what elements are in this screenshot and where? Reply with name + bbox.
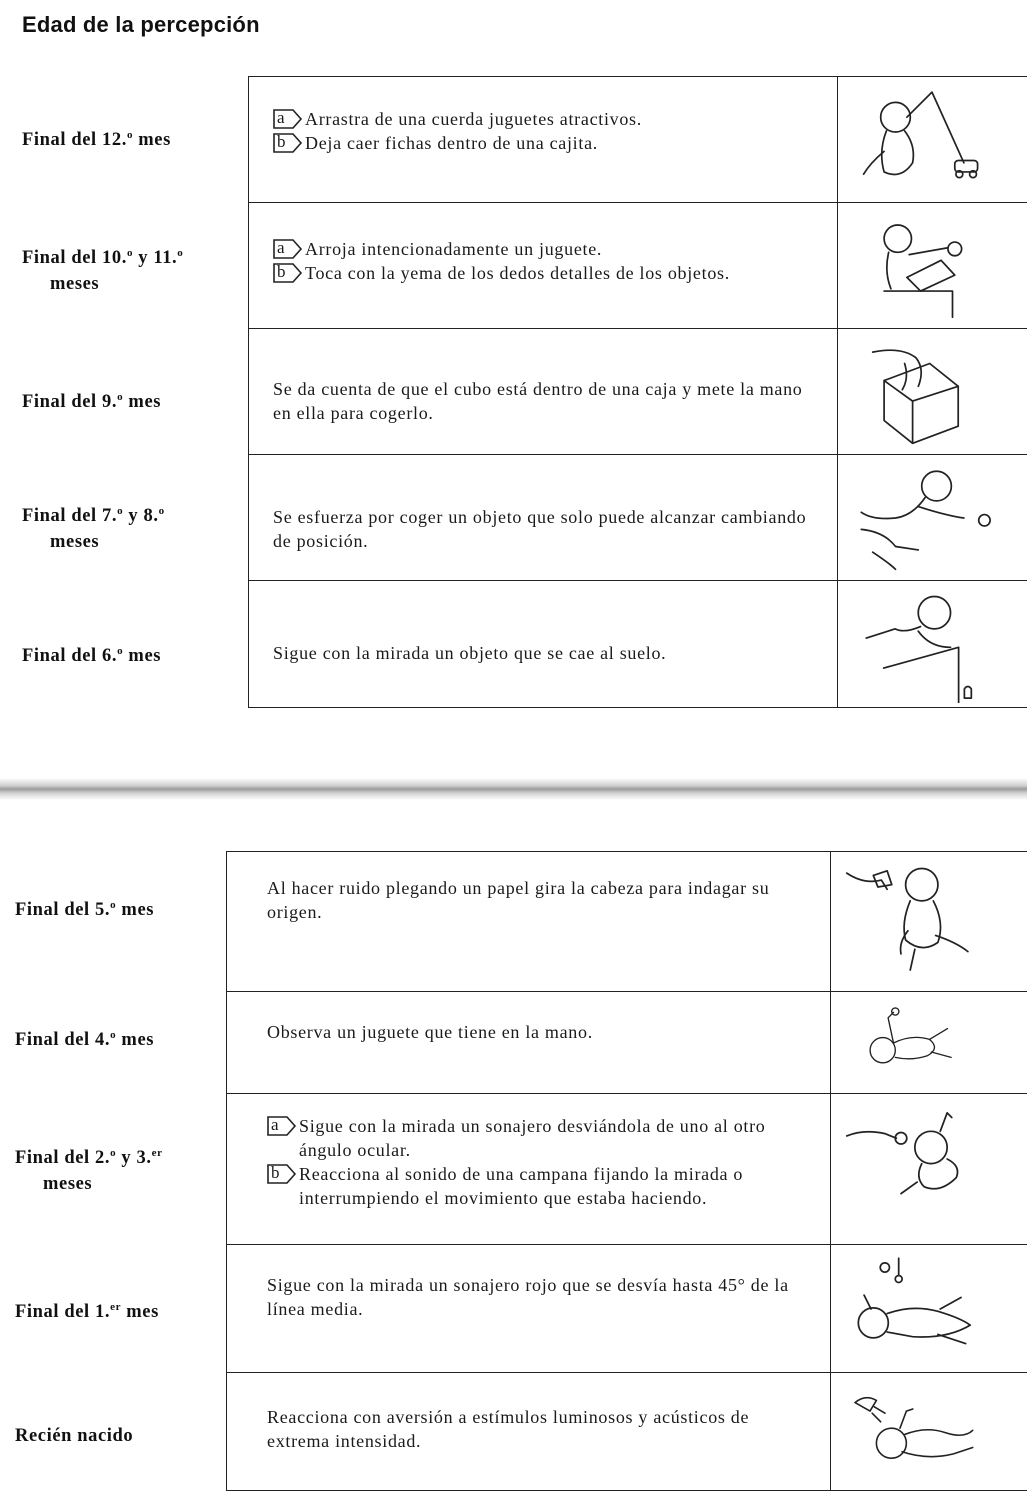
milestone-text: Se esfuerza por coger un objeto que solo puede alcanzar cambiando de posición. [273,507,807,551]
baby-at-table-illustration [849,209,999,323]
milestone-item [267,1020,797,1044]
milestone-item [267,1405,797,1453]
milestone-text: Reacciona al sonido de una campana fijando la mirada o interrumpiendo el movimiento que estaba haciendo. [299,1164,744,1208]
milestone-item [267,1273,797,1321]
page-title: Edad de la percepción [22,12,260,37]
milestone-item-b [267,1162,797,1210]
illustration-cell [841,998,991,1093]
milestone-item [273,377,809,425]
illustration-cell [849,461,999,580]
illustration-cell [841,1251,991,1372]
page-separator [0,778,1027,800]
item-letter-badge [273,263,303,283]
item-letter-badge [267,1116,297,1136]
age-label-line: meses [43,1174,93,1195]
newborn-light-illustration [841,1379,991,1486]
milestone-text: Deja caer fichas dentro de una cajita. [305,133,598,153]
milestone-text: Sigue con la mirada un objeto que se cae al suelo. [273,643,667,663]
baby-reaching-illustration [849,461,999,575]
illustration-cell [841,1100,991,1223]
milestone-description [267,1405,797,1453]
milestone-description [273,107,809,155]
item-letter-badge [273,133,303,153]
item-letter: b [277,132,287,151]
baby-paper-noise-illustration [841,858,991,976]
milestone-text: Sigue con la mirada un sonajero rojo que se desvía hasta 45° de la línea media. [267,1275,789,1319]
item-letter: a [271,1115,280,1134]
age-label-line: meses [50,532,100,553]
table-row [227,1373,1027,1492]
milestone-description [273,641,809,665]
milestone-text: Se da cuenta de que el cubo está dentro de una caja y mete la mano en ella para cogerlo. [273,379,803,423]
top-table [248,76,1027,708]
milestone-description [267,1020,797,1044]
age-label [22,638,161,669]
baby-lying-toy-illustration [841,998,991,1088]
milestone-description [273,505,809,553]
table-row [249,77,1027,203]
illustration-cell [841,858,991,981]
table-row [249,329,1027,455]
age-label-line: Final del 7.$^o$ y 8.$^o$ [22,505,165,527]
table-row [249,455,1027,581]
milestone-item-a [273,107,809,131]
illustration-cell [841,1379,991,1491]
baby-rattle-bell-illustration [841,1100,991,1218]
milestone-text: Sigue con la mirada un sonajero desviándola de uno al otro ángulo ocular. [299,1116,766,1160]
age-label [22,498,165,555]
milestone-item-b [273,131,809,155]
milestone-description [273,237,809,285]
age-label-line: Final del 2.$^o$ y 3.$^{er}$ [15,1147,163,1169]
age-label-line: Final del 9.$^o$ mes [22,391,162,413]
milestone-text: Reacciona con aversión a estímulos luminosos y acústicos de extrema intensidad. [267,1407,750,1451]
milestone-item [273,505,809,553]
milestone-text: Observa un juguete que tiene en la mano. [267,1022,593,1042]
milestone-item [273,641,809,665]
table-row [227,992,1027,1094]
age-label [15,892,154,923]
milestone-item [267,876,797,924]
milestone-description [267,1273,797,1321]
table-row [227,852,1027,992]
baby-pulling-toy-car-illustration [849,83,999,197]
age-label [15,1294,159,1325]
age-label [15,1022,154,1053]
illustration-cell [849,587,999,708]
item-letter-badge [273,109,303,129]
milestone-text: Arroja intencionadamente un juguete. [305,239,603,259]
age-label-line: Final del 1.$^{er}$ mes [15,1301,159,1323]
milestone-item-b [273,261,809,285]
age-label-line: Final del 10.$^o$ y 11.$^o$ [22,247,184,269]
milestone-text: Al hacer ruido plegando un papel gira la cabeza para indagar su origen. [267,878,770,922]
baby-red-rattle-illustration [841,1251,991,1367]
table-row [249,581,1027,709]
milestone-item-a [273,237,809,261]
bottom-table [226,851,1027,1491]
item-letter: a [277,108,286,127]
item-letter: b [271,1163,281,1182]
age-label-line: Final del 5.$^o$ mes [15,899,155,921]
age-label [15,1140,163,1197]
age-label-line: Final del 12.$^o$ mes [22,129,171,151]
age-label [15,1423,133,1449]
item-letter: a [277,238,286,257]
table-row [227,1094,1027,1245]
age-label-line: Final del 6.$^o$ mes [22,645,162,667]
illustration-cell [849,335,999,454]
milestone-item-a [267,1114,797,1162]
milestone-text: Toca con la yema de los dedos detalles de los objetos. [305,263,730,283]
milestone-description [267,1114,797,1210]
age-label-line: meses [50,274,100,295]
milestone-text: Arrastra de una cuerda juguetes atractivos. [305,109,642,129]
item-letter: b [277,262,287,281]
item-letter-badge [273,239,303,259]
table-row [249,203,1027,329]
milestone-description [273,377,809,425]
age-label-line: Recién nacido [15,1426,134,1446]
illustration-cell [849,209,999,328]
age-label-line: Final del 4.$^o$ mes [15,1029,155,1051]
age-label [22,240,183,297]
age-label [22,384,161,415]
item-letter-badge [267,1164,297,1184]
table-row [227,1245,1027,1373]
milestone-description [267,876,797,924]
age-label [22,122,171,153]
hand-in-box-illustration [849,335,999,449]
illustration-cell [849,83,999,202]
baby-watching-fall-illustration [849,587,999,703]
